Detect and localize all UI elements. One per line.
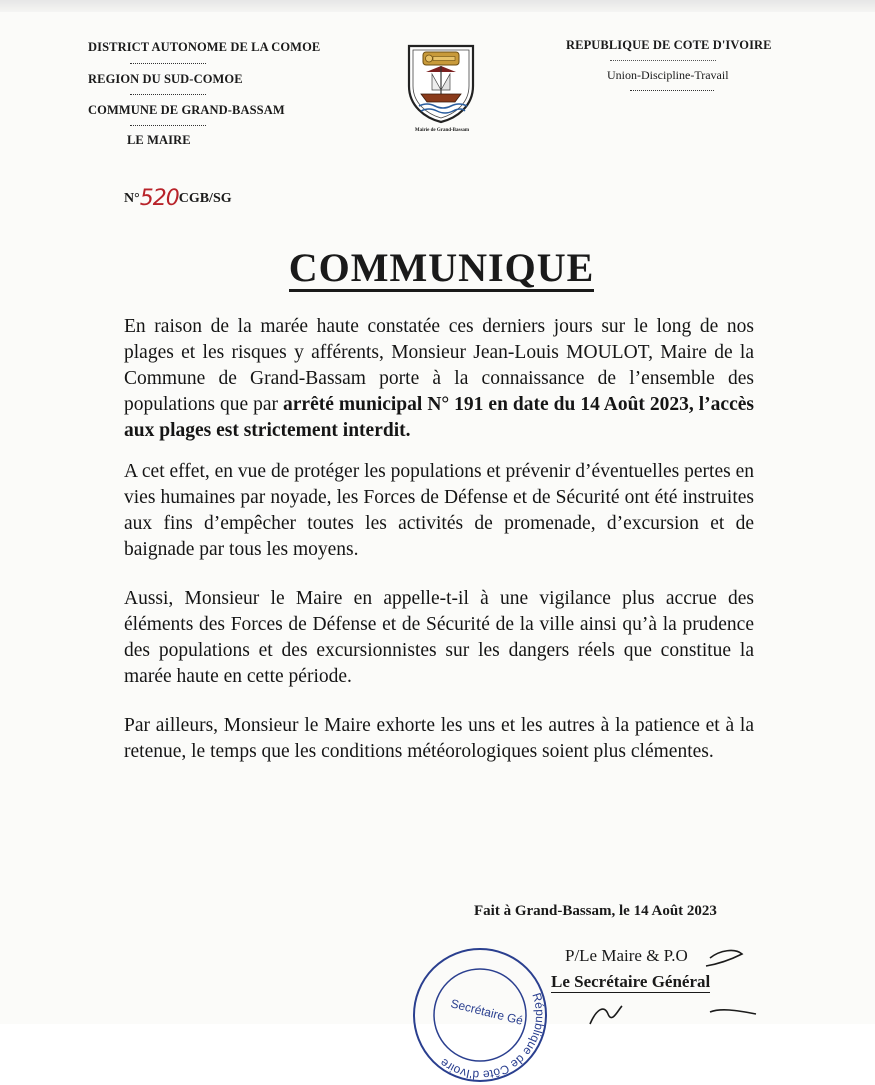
mayor-heading: LE MAIRE [127,133,191,147]
paragraph-vigilance: Aussi, Monsieur le Maire en appelle-t-il à une vigilance plus accrue des éléments des Forces de Défense et de Sécurité de la ville ainsi qu’à la prudence des populations et des excursionnistes sur les dangers réels que constitue la marée haute en cette période. [124,588,754,687]
city-coat-of-arms-icon [405,42,477,124]
header-divider [130,63,206,64]
official-stamp-icon [410,945,550,1085]
district-heading: DISTRICT AUTONOME DE LA COMOE [88,40,321,54]
page-title [0,244,875,292]
signatory-title: Le Secrétaire Général [551,972,711,991]
country-heading: REPUBLIQUE DE COTE D'IVOIRE [566,38,772,52]
on-behalf-of: P/Le Maire & P.O [565,946,688,965]
stamp-ring-text: République de Côte d'Ivoire [437,991,548,1083]
stamp-inner-text: Secrétaire Gé [449,996,525,1028]
commune-heading: COMMUNE DE GRAND-BASSAM [88,103,285,117]
region-heading: REGION DU SUD-COMOE [88,72,243,86]
header-divider [630,90,714,91]
place-and-date: Fait à Grand-Bassam, le 14 Août 2023 [474,903,717,919]
paragraph-patience: Par ailleurs, Monsieur le Maire exhorte les uns et les autres à la patience et à la retenue, le temps que les conditions météorologiques soient plus clémentes. [124,715,754,762]
paragraph-announcement [124,314,754,444]
reference-number [124,183,232,211]
handwritten-number: 520 [139,186,179,211]
paragraph-text: En raison de la marée haute constatée ces derniers jours sur le long de nos plages et les risques y afférents, Monsieur Jean-Louis MOULOT, Maire de la Commune de Grand-Bassam porte à la connaissance de l’ensemble des populations que par [124,316,754,415]
title-text: COMMUNIQUE [288,245,595,290]
national-motto: Union-Discipline-Travail [607,68,729,82]
paragraph-bold-text: arrêté municipal N° 191 en date du 14 Août 2023, l’accès aux plages est strictement interdit. [124,394,754,441]
header-divider [130,125,206,126]
emblem-caption: Mairie de Grand-Bassam [414,128,470,133]
header-divider [610,60,716,61]
reference-prefix: N° [124,191,140,206]
reference-suffix: CGB/SG [178,191,232,206]
header-divider [130,94,206,95]
paragraph-measures: A cet effet, en vue de protéger les populations et prévenir d’éventuelles pertes en vies humaines par noyade, les Forces de Défense et de Sécurité ont été instruites aux fins d’empêcher toutes les activités de promenade, d’excursion et de baignade par tous les moyens. [124,461,754,560]
